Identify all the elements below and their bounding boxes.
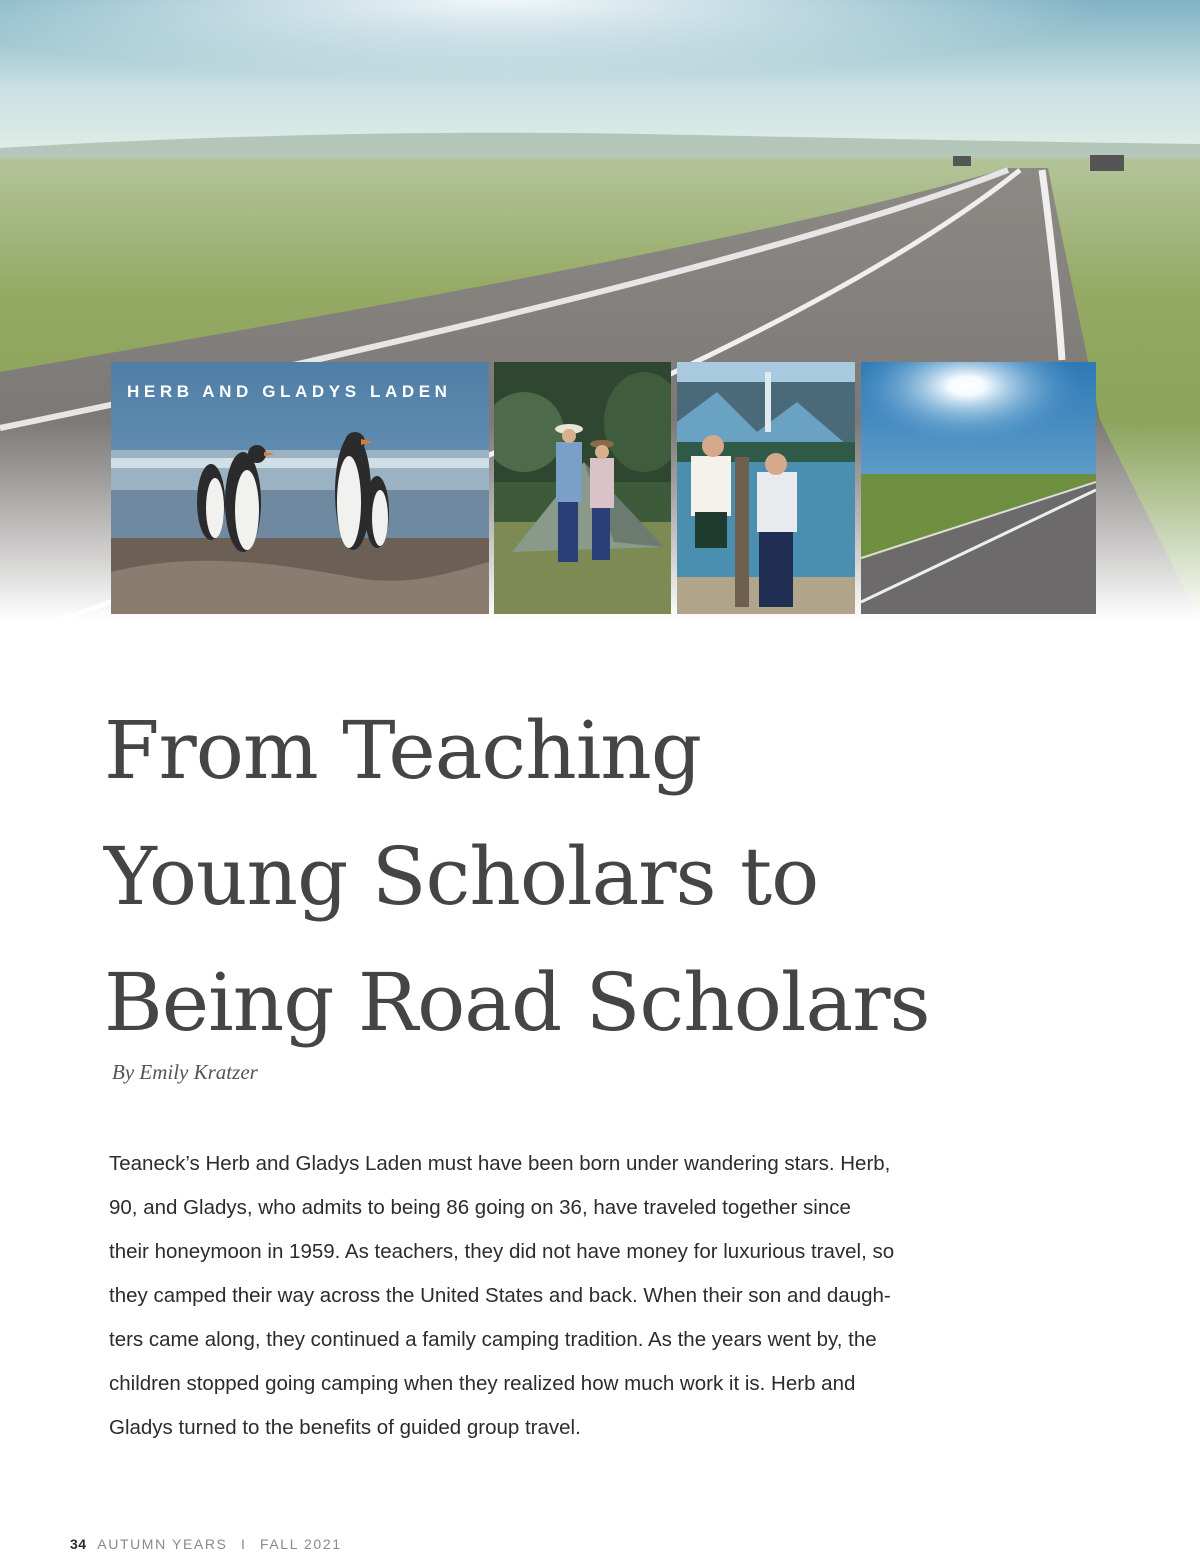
body-line: Teaneck’s Herb and Gladys Laden must have been born under wandering stars. Herb, <box>109 1152 891 1175</box>
sunny-road-photo <box>861 362 1096 614</box>
body-line: they camped their way across the United States and back. When their son and daugh- <box>109 1284 891 1307</box>
body-line: their honeymoon in 1959. As teachers, they did not have money for luxurious travel, so <box>109 1240 895 1263</box>
article-body-paragraph <box>109 1142 989 1450</box>
headline-line-1: From Teaching <box>104 704 702 797</box>
body-line: children stopped going camping when they realized how much work it is. Herb and <box>109 1372 856 1395</box>
lake-couple-photo <box>677 362 855 614</box>
camping-photo <box>494 362 671 614</box>
photo-caption: HERB AND GLADYS LADEN <box>127 382 452 401</box>
penguins-photo <box>111 362 489 614</box>
body-line: 90, and Gladys, who admits to being 86 going on 36, have traveled together since <box>109 1196 851 1219</box>
page-footer <box>70 1536 342 1552</box>
publication-name: AUTUMN YEARS <box>97 1536 228 1552</box>
byline: By Emily Kratzer <box>112 1060 258 1084</box>
headline-line-2: Young Scholars to <box>104 830 819 923</box>
article-headline <box>104 688 1124 1066</box>
headline-line-3: Being Road Scholars <box>104 956 930 1049</box>
body-line: Gladys turned to the benefits of guided group travel. <box>109 1416 581 1439</box>
page-number: 34 <box>70 1536 87 1552</box>
footer-separator: I <box>240 1536 247 1552</box>
body-line: ters came along, they continued a family camping tradition. As the years went by, the <box>109 1328 877 1351</box>
issue-label: FALL 2021 <box>259 1536 342 1552</box>
